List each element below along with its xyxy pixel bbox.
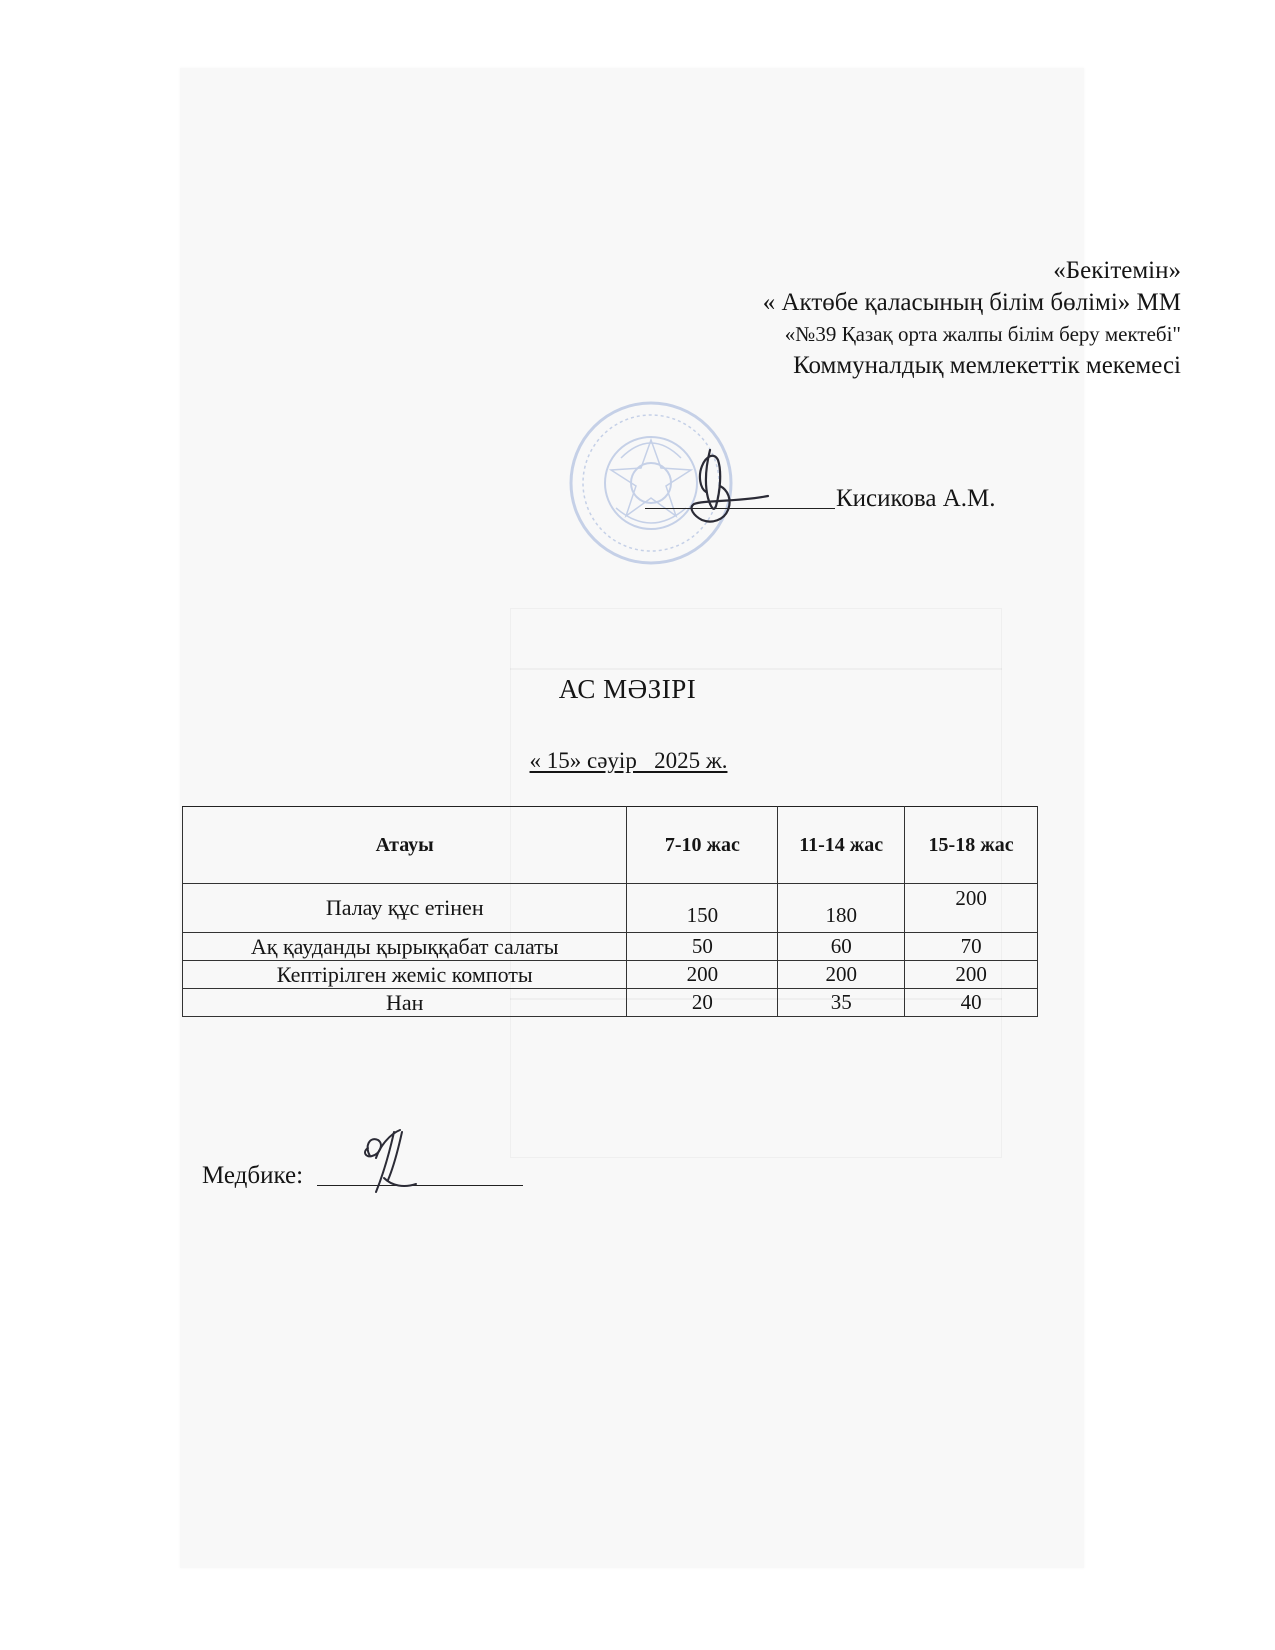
portion-7-10: 200	[627, 961, 778, 989]
menu-table-header-row	[183, 807, 1038, 884]
table-row	[183, 933, 1038, 961]
header-age-11-14: 11-14 жас	[778, 807, 905, 884]
approval-department: « Актөбе қаласының білім бөлімі» ММ	[762, 289, 1181, 316]
portion-15-18: 200	[905, 961, 1038, 989]
director-handwritten-signature	[648, 446, 778, 528]
portion-7-10: 20	[627, 989, 778, 1017]
portion-11-14: 180	[778, 884, 905, 933]
portion-11-14: 60	[778, 933, 905, 961]
table-row	[183, 884, 1038, 933]
reverse-side-rule	[510, 668, 1002, 670]
document-title: АС МӘЗІРІ	[558, 674, 697, 704]
portion-11-14: 35	[778, 989, 905, 1017]
approval-institution-type: Коммуналдық мемлекеттік мекемесі	[793, 352, 1181, 379]
nurse-handwritten-signature	[340, 1126, 450, 1206]
nurse-label: Медбике:	[202, 1162, 304, 1189]
approval-school: «№39 Қазақ орта жалпы білім беру мектебі"	[784, 322, 1181, 346]
portion-7-10: 150	[627, 884, 778, 933]
portion-11-14: 200	[778, 961, 905, 989]
approval-heading: «Бекітемін»	[1053, 257, 1181, 284]
director-name: Кисикова А.М.	[836, 485, 996, 512]
header-age-7-10: 7-10 жас	[627, 807, 778, 884]
dish-name: Кептірілген жеміс компоты	[183, 961, 627, 989]
table-row	[183, 989, 1038, 1017]
dish-name: Палау құс етінен	[183, 884, 627, 933]
portion-15-18: 200	[905, 884, 1038, 933]
dish-name: Ақ қауданды қырыққабат салаты	[183, 933, 627, 961]
dish-name: Нан	[183, 989, 627, 1017]
portion-15-18: 40	[905, 989, 1038, 1017]
header-age-15-18: 15-18 жас	[905, 807, 1038, 884]
table-row	[183, 961, 1038, 989]
header-name: Атауы	[183, 807, 627, 884]
portion-15-18: 70	[905, 933, 1038, 961]
document-date-text: « 15» сәуір 2025 ж.	[529, 748, 728, 773]
approval-block	[541, 258, 1181, 378]
document-date	[0, 748, 1266, 774]
portion-7-10: 50	[627, 933, 778, 961]
menu-table	[182, 806, 1038, 1017]
